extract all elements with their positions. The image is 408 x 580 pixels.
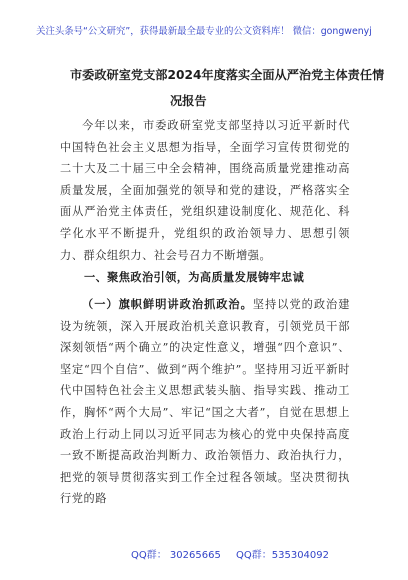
footer-qq-group-2: QQ群：535304092 [236, 550, 330, 561]
document-title [70, 62, 385, 114]
section-paragraph-1 [60, 294, 350, 510]
section-heading-1: 一、聚焦政治引领，为高质量发展铸牢忠诚 [84, 271, 305, 284]
subsection-heading: （一）旗帜鲜明讲政治抓政治。 [82, 298, 253, 311]
intro-paragraph: 今年以来，市委政研室党支部坚持以习近平新时代中国特色社会主义思想为指导，全面学习宣传贯彻党的二十大及二十届三中全会精神，围绕高质量党建推动高质量发展，全面加强党的领导和党的建设，严格落实全面从严治党主体责任，党组织建设制度化、规范化、科学化水平不断提升，党组织的政治领导力、思想引领力、群众组织力、社会号召力不断增强。 [60, 119, 350, 262]
subsection-text: 坚持以党的政治建设为统领，深入开展政治机关意识教育，引领党员干部深刻领悟“两个确立”的决定性意义，增强“四个意识”、坚定“四个自信”、做到“两个维护”。坚持用习近平新时代中国特色社会主义思想武装头脑、指导实践、推动工作，胸怀“两个大局”、牢记“国之大者”，自觉在思想上政治上行动上同以习近平同志为核心的党中央保持高度一致不断提高政治判断力、政治领悟力、政治执行力，把党的领导贯彻落实到工作全过程各领域。坚决贯彻执行党的路 [60, 298, 350, 506]
footer-qq-group-1: QQ群： 30265665 [131, 550, 221, 561]
promo-header: 关注头条号“公文研究”，获得最新最全最专业的公文资料库！ 微信：gongwenyj [36, 26, 372, 37]
title-line-1: 市委政研室党支部2024年度落实全面从严治党主体责任情 [70, 68, 385, 82]
title-line-2: 况报告 [170, 94, 207, 108]
